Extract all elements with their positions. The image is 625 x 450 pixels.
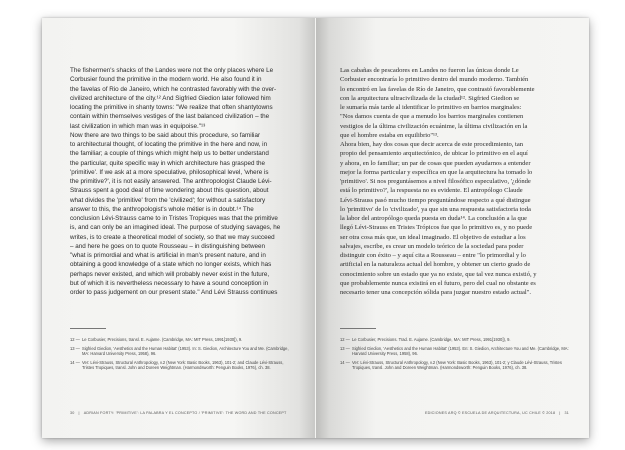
footnote-text: Le Corbusier, Precisions. Trad. E. Aujame. (Cambridge, MA: MIT Press, 1991[1930]), 9. <box>352 337 511 342</box>
text-line: "what is primordial and what is artificial in man's present nature, and in <box>70 252 266 259</box>
text-line: ser otra cosa más que, un ideal imaginado. El objetivo de estudiar a los <box>340 233 526 241</box>
text-line: Ahora bien, hay dos cosas que decir acerca de este procedimiento, tan <box>340 141 524 148</box>
footnote-text: Sigfried Giedion, 'Aesthetics and the Human Habitat' (1953). In: S. Giedion, Architecture You and Me. (Cambridge, MA: Harvard University Press, 1958), 96. <box>82 345 289 357</box>
running-head: EDICIONES ARQ © ESCUELA DE ARQUITECTURA, UC CHILE © 2018 <box>424 411 556 415</box>
text-line: contain within themselves vestiges of the last balanced civilization – the <box>70 113 270 121</box>
text-line: distinguir con éxito – y aquí cita a Rousseau – entre "lo primordial y lo <box>340 252 526 259</box>
footnote-number: 13 — <box>70 345 80 351</box>
text-line: que probablemente nunca existirá en el futuro, pero del cual no obstante es <box>340 279 536 287</box>
text-line: civilized architecture of the city.¹² And Sigfried Giedion later followed him <box>70 94 271 102</box>
text-line: to architectural thought, of locating the primitive in the here and now, in <box>70 141 268 148</box>
footnote <box>70 360 296 371</box>
footnote <box>340 337 570 343</box>
text-line: propio del pensamiento arquitectónico, de ubicar lo primitivo en el aquí <box>340 150 528 158</box>
footnote-text: Le Corbusier, Precisions, transl. E. Aujame. (Cambridge, MA: MIT Press, 1991[1930]), 9. <box>82 337 243 342</box>
footnote-number: 12 — <box>340 337 350 342</box>
left-page <box>42 18 315 438</box>
text-line: mejor la forma particular y específica en que la arquitectura ha tomado lo <box>340 168 533 176</box>
text-line: Las cabañas de pescadores en Landes no fueron las únicas donde Le <box>340 67 519 74</box>
text-line: but of which it is nevertheless necessary to have a sound conception in <box>70 279 269 287</box>
text-line: llegó Lévi-Strauss en Tristes Trópicos fue que lo primitivo es, y no puede <box>340 224 533 232</box>
text-line: Now there are two things to be said about this procedure, so familiar <box>70 131 261 139</box>
text-line: order to pass judgement on our present state." And Lévi Strauss continues <box>70 289 278 296</box>
text-line: Strauss spent a good deal of time wondering about this question, about <box>70 187 269 195</box>
text-line: "Nos damos cuenta de que a menudo los barrios marginales contienen <box>340 113 524 121</box>
text-line: writes, is to create a theoretical model of society, so that we may succeed <box>70 233 275 241</box>
text-line: Corbusier encontraría lo primitivo dentro del mundo moderno. También <box>340 76 529 84</box>
left-footnotes <box>70 328 296 374</box>
text-line: what divides the 'primitive' from the 'civilized'; for without a satisfactory <box>70 196 266 204</box>
text-line: y ahora, en lo familiar; un par de cosas que pueden ayudarnos a entender <box>340 159 531 167</box>
text-line: que el hombre estaba en equilibrio"¹³. <box>340 131 439 139</box>
footnote-rule <box>340 328 376 329</box>
right-footnotes <box>340 328 570 374</box>
page-number: 31 <box>564 411 569 415</box>
text-line: answer to this, the anthropologist's whole métier is in doubt.¹⁴ The <box>70 205 254 213</box>
text-line: conocimiento sobre un estado que ya no existe, que tal vez nunca existió, y <box>340 270 537 278</box>
footnote <box>340 360 570 371</box>
left-body-text <box>70 66 296 297</box>
right-body-text <box>340 66 570 297</box>
footnote-rule <box>70 328 106 329</box>
text-line: the familiar; a couple of things which might help us to better understand <box>70 150 269 158</box>
text-line: 'primitive'. If we ask at a more speculative, philosophical level, 'where is <box>70 168 269 176</box>
text-line: vestigios de la última civilización ecuánime, la última civilización en la <box>340 122 528 130</box>
text-line: conclusion Lévi-Strauss came to in Tristes Tropiques was that the primitive <box>70 215 278 222</box>
page-number: 30 <box>70 411 75 415</box>
text-line: con la arquitectura ultracivilizada de la ciudad¹². Sigfried Giedion se <box>340 94 520 102</box>
footnote <box>70 337 296 343</box>
text-line: está lo primitivo?', la respuesta no es evidente. El antropólogo Claude <box>340 187 523 195</box>
text-line: perhaps never existed, and which will probably never exist in the future, <box>70 270 270 278</box>
text-line: locating the primitive in shanty towns: "We realize that often shantytowns <box>70 104 273 111</box>
footnote <box>70 346 296 357</box>
right-page <box>316 18 589 438</box>
book-spread <box>42 18 589 438</box>
text-line: – and here he goes on to quote Rousseau – in distinguishing between <box>70 242 265 250</box>
left-footer: 30 | ADRIAN FORTY: 'PRIMITIVE': LA PALABRA Y EL CONCEPTO / 'PRIMITIVE': THE WORD AND THE CONCEPT <box>70 411 287 415</box>
footnote-text: Ver: Lévi-Strauss, Structural Anthropology, v.2 (New York: Basic Books, 1963), 101-2; and Claude Lévi-Strauss, Tristes Tropiques, transl. John and Doreen Weightman. (Harmondsworth: Penguin Books, 1976), ch. 38. <box>82 359 284 371</box>
text-line: the particular, quite specific way in which architecture has grasped the <box>70 159 265 167</box>
footnote-number: 13 — <box>340 345 350 351</box>
text-line: lo 'primitivo' de lo 'civilizado', ya que sin una respuesta satisfactoria toda <box>340 205 531 213</box>
right-footer: EDICIONES ARQ © ESCUELA DE ARQUITECTURA, UC CHILE © 2018 | 31 <box>424 411 569 415</box>
text-line: artificial en la naturaleza actual del hombre, y obtener un cierto grado de <box>340 261 531 269</box>
text-line: is, and can only be an imagined ideal. The purpose of studying savages, he <box>70 224 281 232</box>
footnote-number: 14 — <box>340 359 350 365</box>
text-line: the favelas of Rio de Janeiro, which he contrasted favorably with the over- <box>70 85 277 93</box>
text-line: Corbusier found the primitive in the modern world. He also found it in <box>70 76 262 84</box>
running-head: ADRIAN FORTY: 'PRIMITIVE': LA PALABRA Y EL CONCEPTO / 'PRIMITIVE': THE WORD AND THE CONCEPT <box>83 411 287 415</box>
text-line: necesario tener una concepción sólida para juzgar nuestro estado actual". <box>340 289 531 296</box>
text-line: la labor del antropólogo queda puesta en duda¹⁴. La conclusión a la que <box>340 215 527 222</box>
text-line: last civilization in which man was in equipoise."¹³ <box>70 122 206 130</box>
text-line: obtaining a good knowledge of a state which no longer exists, which has <box>70 261 272 269</box>
text-line: le sumaría más tarde al identificar lo primitivo en barrios marginales: <box>340 104 522 111</box>
footnote <box>340 346 570 357</box>
text-line: 'primitivo'. Si nos preguntásemos a nivel filosófico especulativo, '¿dónde <box>340 178 531 185</box>
text-line: salvajes, escribe, es crear un modelo teórico de la sociedad para poder <box>340 242 524 250</box>
text-line: Lévi-Strauss pasó mucho tiempo preguntándose respecto a qué distingue <box>340 196 531 204</box>
footnote-text: Sigfried Giedion, 'Aesthetics and the Human Habitat' (1953). En: S. Giedion, Architecture You and Me. (Cambridge, MA: Harvard University Press, 1958), 96. <box>352 345 569 357</box>
text-line: lo encontró en las favelas de Río de Janeiro, que contrastó favorablemente <box>340 85 535 93</box>
footnote-text: Ver: Lévi-Strauss, Structural Anthropology, v.2 (New York: Basic Books, 1963), 101-2; y Claude Lévi-Strauss, Tristes Tropiques, transl. John and Doreen Weightman. (Harmondsworth: Penguin Books, 1976), ch. 38. <box>352 359 562 371</box>
footnote-number: 14 — <box>70 359 80 365</box>
text-line: The fishermen's shacks of the Landes were not the only places where Le <box>70 67 274 74</box>
footnote-number: 12 — <box>70 337 80 342</box>
text-line: the primitive?', it is not easily answered. The anthropologist Claude Lévi- <box>70 178 272 185</box>
